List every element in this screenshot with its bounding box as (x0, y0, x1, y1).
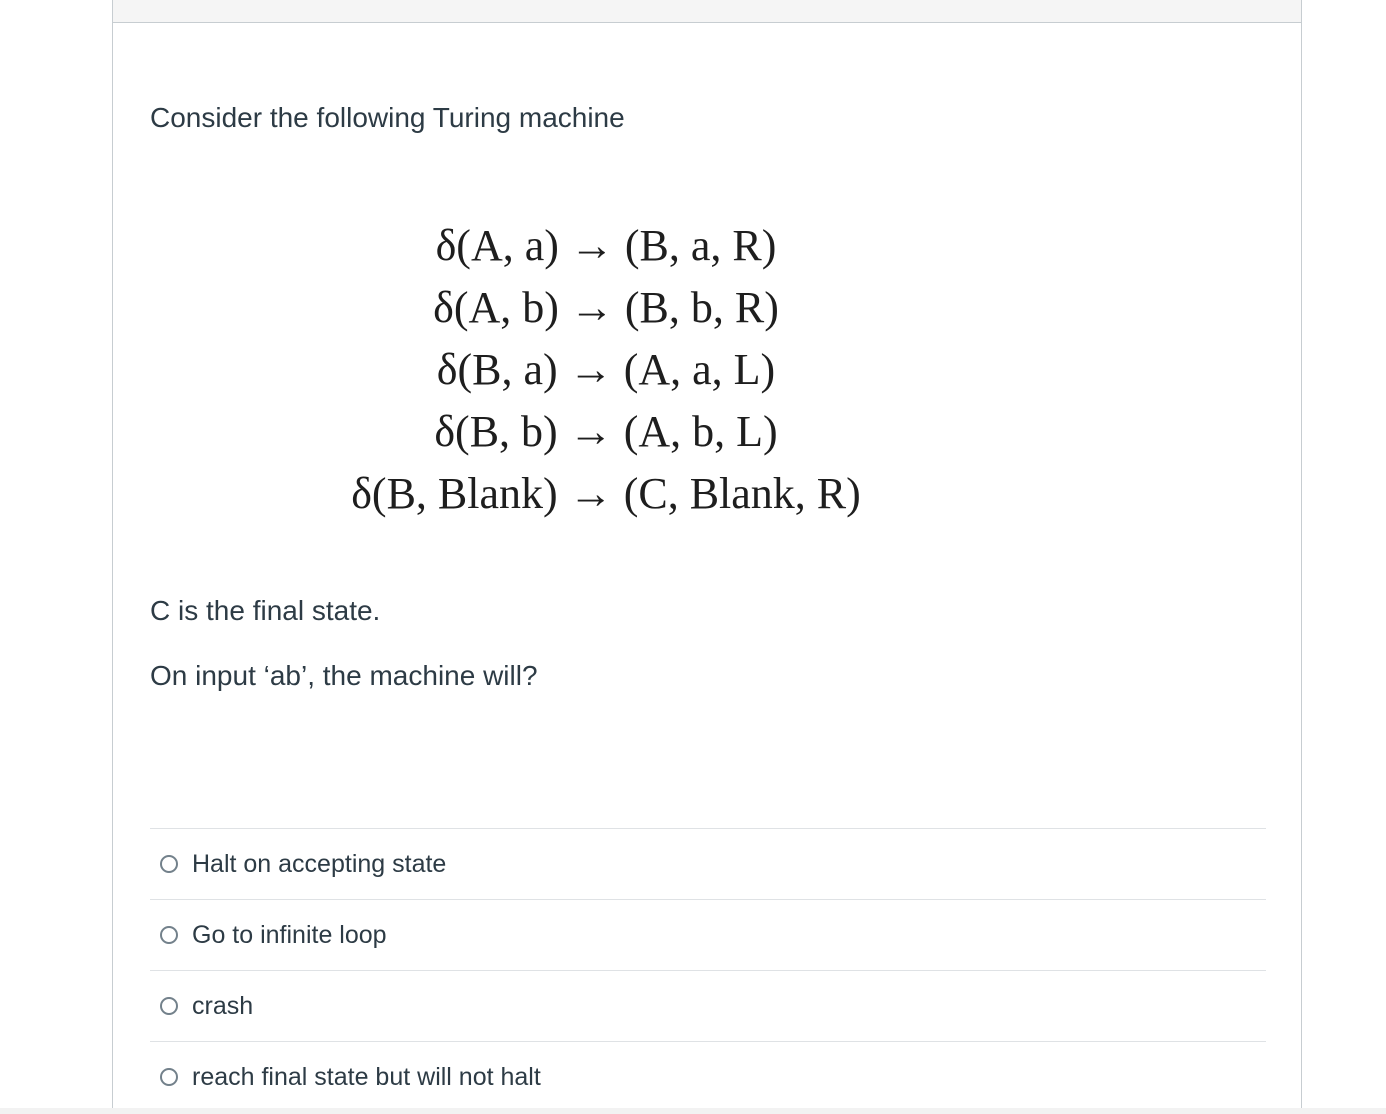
quiz-question-card (112, 0, 1302, 1114)
answer-label: Go to infinite loop (192, 921, 387, 949)
answer-option[interactable] (150, 1042, 1266, 1113)
transition-rule: δ(A, a) → (B, a, R) (435, 221, 777, 270)
answer-option[interactable] (150, 829, 1266, 900)
transition-function-image (113, 215, 1006, 525)
question-header (113, 0, 1301, 23)
radio-button[interactable] (160, 926, 178, 944)
answer-options (150, 828, 1266, 1113)
radio-button[interactable] (160, 997, 178, 1015)
final-state-note: C is the final state. (150, 595, 381, 626)
answer-label: crash (192, 992, 254, 1020)
answer-option[interactable] (150, 900, 1266, 971)
answer-option[interactable] (150, 971, 1266, 1042)
radio-button[interactable] (160, 1068, 178, 1086)
transition-rule: δ(A, b) → (B, b, R) (433, 283, 779, 332)
transition-rule: δ(B, a) → (A, a, L) (436, 345, 776, 394)
question-intro-text: Consider the following Turing machine (150, 102, 625, 133)
answer-label: Halt on accepting state (192, 850, 447, 878)
question-prompt: On input ‘ab’, the machine will? (150, 660, 538, 691)
transition-rule: δ(B, b) → (A, b, L) (434, 407, 778, 456)
radio-button[interactable] (160, 855, 178, 873)
page-bottom-edge (0, 1108, 1386, 1114)
answer-label: reach final state but will not halt (192, 1063, 541, 1091)
transition-rule: δ(B, Blank) → (C, Blank, R) (351, 469, 861, 518)
